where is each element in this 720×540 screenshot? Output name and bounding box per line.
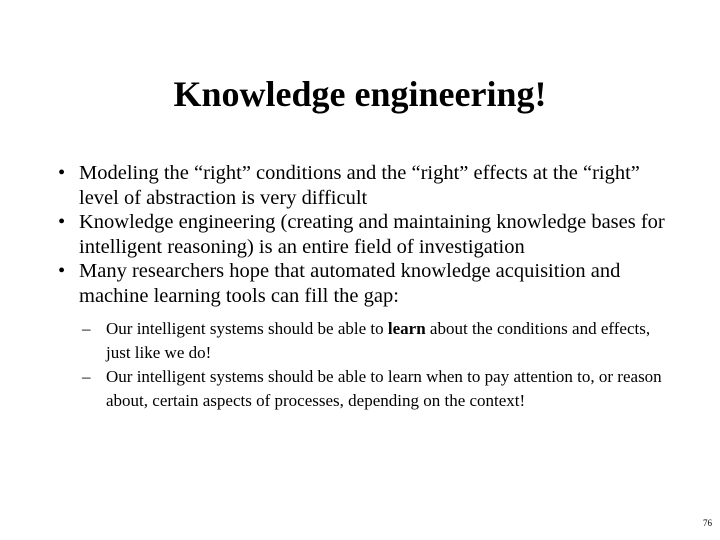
bullet-marker: • xyxy=(58,211,66,233)
bullet-marker: • xyxy=(58,162,66,184)
sub-bullet-text: Our intelligent systems should be able to xyxy=(106,319,388,338)
slide-title: Knowledge engineering! xyxy=(173,74,547,114)
sub-bullet-marker: – xyxy=(82,367,91,386)
bullet-text: Knowledge engineering (creating and maintaining knowledge bases for intelligent reasoning) is an entire field of investigation xyxy=(79,211,665,258)
bullet-marker: • xyxy=(58,260,66,282)
page-number: 76 xyxy=(703,518,712,528)
bullet-item xyxy=(56,259,676,412)
sub-bullet-text: about the conditions and effects, just like we do! xyxy=(106,319,651,362)
bullet-item xyxy=(56,161,676,210)
bullet-item xyxy=(56,210,676,259)
sub-bullet-text: Our intelligent systems should be able to learn when to pay attention to, or reason about, certain aspects of processes, depending on the context! xyxy=(106,367,662,410)
sub-bullet-list xyxy=(79,317,676,412)
sub-bullet-item xyxy=(79,365,676,412)
emphasis-text: learn xyxy=(387,319,426,338)
sub-bullet-marker: – xyxy=(82,319,91,338)
bullet-list xyxy=(56,161,676,413)
bullet-text: Many researchers hope that automated knowledge acquisition and machine learning tools can fill the gap: xyxy=(79,260,621,307)
sub-bullet-item xyxy=(79,317,676,364)
bullet-text: Modeling the “right” conditions and the “right” effects at the “right” level of abstraction is very difficult xyxy=(79,162,640,209)
